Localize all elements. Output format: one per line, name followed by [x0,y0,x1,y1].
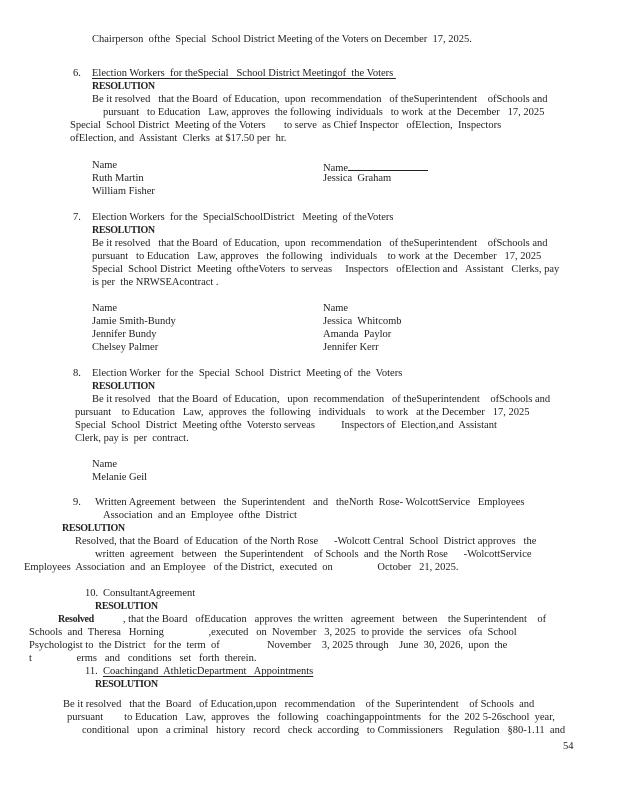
section-11-title: Coachingand AthleticDepartment Appointments [103,666,314,677]
section-6-body-line: Special School District Meeting of the Voters to serve as Chief Inspector ofElection, Inspectors [70,120,502,131]
name-cell-left: Jamie Smith-Bundy [92,316,176,327]
section-8-body-line: Be it resolved that the Board of Education, upon recommendation of theSuperintendent ofSchools and [92,394,551,405]
section-10-body-line: t erms and conditions set forth therein. [29,653,257,664]
section-10-resolution-label: RESOLUTION [95,601,158,612]
section-10-body-rest: , that the Board ofEducation approves the written agreement between the Superintendent of [93,614,547,625]
section-9-body-line: Resolved, that the Board of Education of the North Rose -Wolcott Central School District approves the [75,536,537,547]
section-6-number: 6. [73,68,81,79]
section-9-title: Written Agreement between the Superintendent and theNorth Rose- WolcottService Employees [95,497,525,508]
section-11-heading [85,665,618,678]
section-9-number: 9. [73,497,81,508]
section-7-body-line: Special School District Meeting oftheVoters to serveas Inspectors ofElection and Assistant Clerks, pay [92,264,560,275]
name-column-header-right: Name [323,303,349,314]
section-6-name-row [0,172,618,185]
section-7-body-line: is per the NRWSEAcontract . [92,277,219,288]
section-8-number: 8. [73,368,81,379]
section-6-body-line: pursuant to Education Law, approves the following individuals to work at the December 17, 2025 [103,107,545,118]
section-8-body-line: Clerk, pay is per contract. [75,433,189,444]
section-10-body-line [58,613,618,626]
name-cell-left: William Fisher [92,186,155,197]
section-10-number: 10. [85,588,99,599]
section-10-body-line: Psychologist to the District for the term of November 3, 2025 through June 30, 2026, upon the [29,640,508,651]
section-8-name-row: Melanie Geil [92,472,148,483]
page-number: 54 [563,741,574,752]
section-10-heading [85,587,618,600]
section-9-body-line: written agreement between the Superintendent of Schools and the North Rose -WolcottService [95,549,532,560]
name-cell-right: Jessica Graham [323,173,392,184]
section-9-title-line-2: Association and an Employee ofthe District [103,510,297,521]
section-9-body-line: Employees Association and an Employee of the District, executed on October 21, 2025. [24,562,459,573]
section-11-resolution-label: RESOLUTION [95,679,158,690]
section-7-number: 7. [73,212,81,223]
section-7-resolution-label: RESOLUTION [92,225,155,236]
section-8-names-header: Name [92,459,118,470]
section-9-resolution-label: RESOLUTION [62,523,125,534]
section-7-title: Election Workers for the SpecialSchoolDistrict Meeting of theVoters [92,212,394,223]
section-7-name-row [0,328,618,341]
section-6-title: Election Workers for theSpecial School District Meetingof the Voters [92,68,396,79]
section-7-body-line: Be it resolved that the Board of Education, upon recommendation of theSuperintendent ofSchools and [92,238,548,249]
section-6-heading [73,67,618,80]
name-cell-right: Amanda Paylor [323,329,392,340]
section-7-heading [73,211,618,224]
name-column-header-left: Name [92,303,118,314]
resolved-bold-lead: Resolved [58,614,94,625]
name-cell-left: Ruth Martin [92,173,144,184]
section-11-body-line: pursuant to Education Law, approves the following coachingappointments for the 202 5-26school year, [67,712,555,723]
name-cell-left: Chelsey Palmer [92,342,159,353]
section-7-name-row [0,315,618,328]
section-7-body-line: pursuant to Education Law, approves the following individuals to work at the December 17, 2025 [92,251,542,262]
section-8-heading [73,367,618,380]
section-8-title: Election Worker for the Special School District Meeting of the Voters [92,368,403,379]
section-6-body-line: Be it resolved that the Board of Education, upon recommendation of theSuperintendent ofSchools and [92,94,548,105]
name-cell-left: Jennifer Bundy [92,329,157,340]
section-11-number: 11. [85,666,98,677]
section-8-body-line: pursuant to Education Law, approves the following individuals to work at the December 17, 2025 [75,407,530,418]
section-10-body-line: Schools and Theresa Horning ,executed on November 3, 2025 to provide the services ofa School [29,627,517,638]
section-7-name-row [0,341,618,354]
section-6-body-line: ofElection, and Assistant Clerks at $17.50 per hr. [70,133,287,144]
name-cell-right: Jennifer Kerr [323,342,379,353]
section-9-heading [73,496,618,509]
name-cell-right: Jessica Whitcomb [323,316,402,327]
section-6-name-row [0,185,618,198]
section-10-title: ConsultantAgreement [103,588,196,599]
section-6-names-header [0,159,618,172]
section-11-body-line: conditional upon a criminal history record check according to Commissioners Regulation §80-1.11 and [82,725,566,736]
section-8-body-line: Special School District Meeting ofthe Votersto serveas Inspectors of Election,and Assistant [75,420,497,431]
section-6-resolution-label: RESOLUTION [92,81,155,92]
section-8-resolution-label: RESOLUTION [92,381,155,392]
name-blank-underline [348,159,428,171]
intro-line: Chairperson ofthe Special School District Meeting of the Voters on December 17, 2025. [92,34,472,45]
section-7-names-header [0,302,618,315]
section-11-body-line: Be it resolved that the Board of Education,upon recommendation of the Superintendent of Schools and [63,699,535,710]
name-column-header-right [323,159,428,172]
name-column-header-left: Name [92,160,118,171]
name-header-right-label: Name [323,163,349,174]
